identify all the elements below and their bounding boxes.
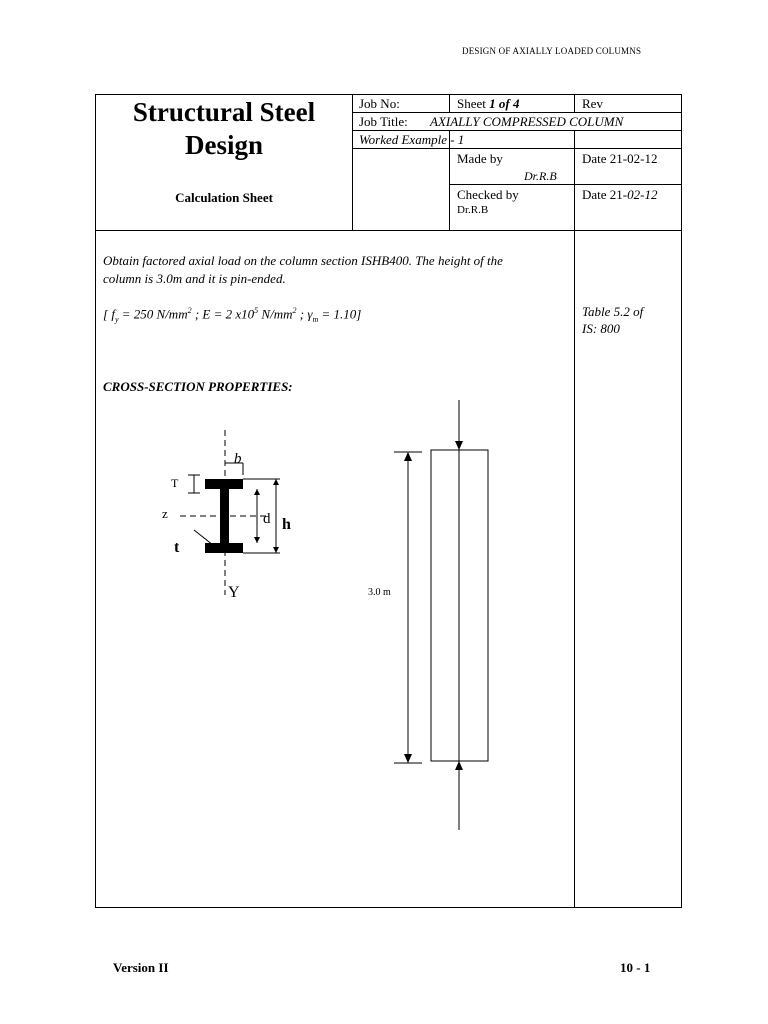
- job-title-value: AXIALLY COMPRESSED COLUMN: [430, 114, 624, 129]
- h-arrow-top: [273, 479, 279, 485]
- param-sq2: 2: [292, 306, 297, 315]
- d-arrow-bottom: [254, 537, 260, 543]
- param-e-unit: N/mm: [258, 306, 293, 322]
- label-z: z: [162, 506, 168, 521]
- param-gamma-eq: = 1.10]: [318, 306, 362, 322]
- page-number: 10 - 1: [620, 960, 651, 975]
- sheet-subtitle: Calculation Sheet: [175, 190, 273, 205]
- code-reference: [582, 303, 643, 337]
- param-exp5: 5: [254, 306, 259, 315]
- checked-by-value: Dr.R.B: [457, 204, 489, 216]
- label-h: h: [282, 516, 291, 533]
- sheet-title: [96, 96, 352, 162]
- code-reference-line1: Table 5.2 of: [582, 304, 644, 319]
- param-sep2: ;: [296, 306, 308, 322]
- sheet-title-line2: Design: [184, 130, 263, 160]
- bottom-flange: [205, 543, 243, 553]
- i-section-diagram: [150, 425, 310, 605]
- checked-by-label: Checked by: [457, 187, 519, 202]
- label-Y: Y: [228, 584, 240, 601]
- top-flange: [205, 479, 243, 489]
- height-arrow-bottom: [404, 754, 412, 763]
- label-d: d: [263, 511, 271, 527]
- d-arrow-top: [254, 489, 260, 495]
- sheet-number: [457, 96, 519, 112]
- param-sq1: 2: [187, 306, 192, 315]
- param-gamma-sub: m: [312, 314, 319, 324]
- worked-example: Worked Example - 1: [359, 132, 465, 147]
- version-label: Version II: [113, 960, 169, 975]
- date-checked: [582, 187, 657, 203]
- job-no-label: Job No:: [359, 96, 400, 111]
- sheet-label: Sheet: [457, 96, 486, 111]
- made-by-value: Dr.R.B: [524, 169, 557, 183]
- running-header: DESIGN OF AXIALLY LOADED COLUMNS: [462, 46, 642, 56]
- problem-statement: [103, 252, 573, 288]
- title-block-vline-1: [352, 94, 353, 230]
- label-T: T: [171, 476, 179, 490]
- title-row-line-4: [449, 184, 682, 185]
- problem-line-1: Obtain factored axial load on the column section ISHB400. The height of the: [103, 253, 503, 268]
- sheet-title-line1: Structural Steel: [132, 97, 316, 127]
- param-e-value: ; E = 2 x10: [191, 306, 255, 322]
- top-load-arrow: [455, 441, 463, 450]
- section-heading: CROSS-SECTION PROPERTIES:: [103, 379, 293, 394]
- code-reference-line2: IS: 800: [582, 321, 620, 336]
- height-arrow-top: [404, 452, 412, 461]
- title-row-line-3: [352, 148, 682, 149]
- reference-column-line: [574, 94, 575, 908]
- param-fy-sub: y: [114, 314, 119, 324]
- title-block-divider: [95, 230, 682, 231]
- date-made-value: 21-02-12: [609, 151, 658, 166]
- date-made: [582, 151, 657, 167]
- column-height-label: 3.0 m: [368, 587, 391, 598]
- param-gamma: γ: [307, 306, 313, 322]
- h-arrow-bottom: [273, 547, 279, 553]
- date-made-label: Date: [582, 151, 607, 166]
- problem-line-2: column is 3.0m and it is pin-ended.: [103, 271, 286, 286]
- param-fy-symbol: f: [111, 306, 115, 322]
- param-open-bracket: [: [103, 306, 109, 322]
- label-b: b: [234, 451, 242, 467]
- title-row-line-2: [352, 130, 682, 131]
- param-fy-eq: = 250 N/mm: [118, 306, 188, 322]
- web: [220, 489, 229, 543]
- made-by-label: Made by: [457, 151, 503, 166]
- date-checked-value-b: 02-12: [627, 187, 658, 202]
- job-title-label: Job Title:: [359, 114, 408, 129]
- date-checked-value-a: 21-: [609, 187, 628, 202]
- label-t: t: [174, 539, 180, 556]
- rev-label: Rev: [582, 96, 603, 111]
- material-parameters: [103, 306, 361, 324]
- column-elevation-diagram: [360, 395, 520, 835]
- bottom-load-arrow: [455, 761, 463, 770]
- date-checked-label: Date: [582, 187, 607, 202]
- sheet-value: 1 of 4: [489, 96, 520, 111]
